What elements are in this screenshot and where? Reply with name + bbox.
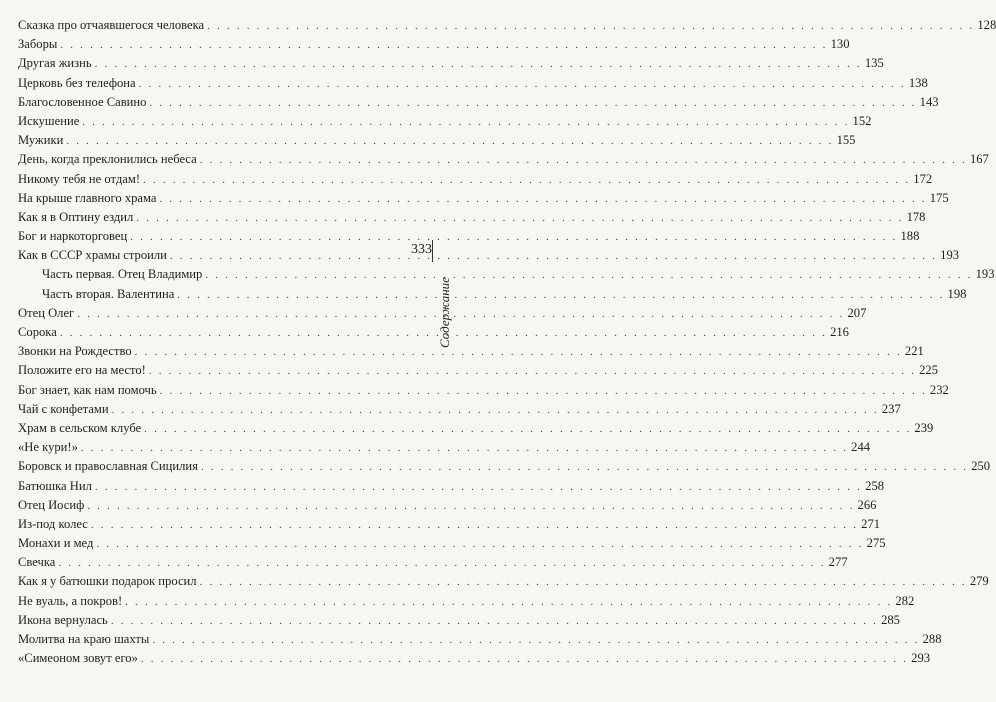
- toc-entry-page: 172: [913, 171, 933, 186]
- toc-entry-page: 237: [881, 401, 901, 416]
- toc-entry: [18, 592, 915, 611]
- dot-leader: [141, 650, 908, 669]
- toc-entry-page: 193: [975, 267, 995, 282]
- toc-entry-title: Как я в Оптину ездил: [18, 209, 134, 224]
- toc-entry: [18, 419, 934, 438]
- dot-leader: [125, 593, 892, 612]
- toc-entry-title: День, когда преклонились небеса: [18, 152, 197, 167]
- dot-leader: [87, 497, 854, 516]
- dot-leader: [91, 516, 858, 535]
- toc-entry-page: 258: [865, 478, 885, 493]
- page-number: 333: [411, 242, 432, 257]
- dot-leader: [149, 362, 916, 381]
- toc-entry-title: Монахи и мед: [18, 536, 94, 551]
- toc-entry-page: 244: [851, 440, 871, 455]
- toc-entry: [18, 74, 928, 93]
- toc-entry-title: Бог и наркоторговец: [18, 229, 128, 244]
- toc-entry: [18, 227, 920, 246]
- toc-entry: [18, 16, 996, 35]
- toc-entry-page: 250: [971, 459, 991, 474]
- toc-entry-title: Сказка про отчаявшегося человека: [18, 18, 205, 32]
- toc-entry-page: 175: [929, 190, 949, 205]
- toc-entry-page: 225: [919, 363, 938, 378]
- dot-leader: [111, 612, 878, 631]
- toc-entry-title: Бог знает, как нам помочь: [18, 382, 157, 397]
- toc-entry-page: 152: [852, 113, 872, 128]
- dot-leader: [66, 132, 833, 151]
- toc-entry-title: Положите его на место!: [18, 363, 146, 378]
- toc-entry: [18, 208, 926, 227]
- dot-leader: [160, 382, 927, 401]
- dot-leader: [152, 631, 919, 650]
- toc-entry: [18, 477, 885, 496]
- section-label: Содержание: [437, 277, 452, 348]
- dot-leader: [81, 439, 848, 458]
- dot-leader: [200, 573, 967, 592]
- toc-entry-page: 275: [866, 536, 886, 551]
- toc-entry-title: Как я у батюшки подарок просил: [18, 574, 197, 589]
- toc-entry-title: Отец Олег: [18, 305, 75, 320]
- toc-entry-title: Не вуаль, а покров!: [18, 593, 123, 608]
- toc-entry-title: Сорока: [18, 325, 57, 339]
- toc-entry-page: 198: [947, 286, 967, 301]
- toc-entry-title: Часть вторая. Валентина: [42, 286, 175, 301]
- toc-entry-page: 143: [919, 94, 939, 109]
- toc-entry: [18, 553, 848, 572]
- toc-entry: [18, 611, 900, 630]
- toc-entry-page: 178: [906, 209, 926, 224]
- toc-entry-page: 193: [940, 248, 960, 263]
- toc-entry-title: «Не кури!»: [18, 440, 78, 455]
- toc-entry: [18, 534, 886, 553]
- toc-entry: [18, 342, 924, 361]
- toc-entry-page: 130: [830, 37, 850, 52]
- toc-entry-page: 293: [911, 651, 931, 666]
- toc-entry-page: 282: [895, 593, 915, 608]
- toc-entry-title: Церковь без телефона: [18, 75, 136, 90]
- toc-entry: [18, 93, 939, 112]
- dot-leader: [60, 36, 827, 55]
- dot-leader: [135, 343, 902, 362]
- toc-entry-title: Как в СССР храмы строили: [18, 248, 167, 263]
- toc-entry-title: Мужики: [18, 133, 64, 148]
- toc-entry: [18, 131, 856, 150]
- toc-entry-title: «Симеоном зовут его»: [18, 651, 138, 666]
- toc-entry-page: 266: [857, 497, 877, 512]
- toc-entry-title: Батюшка Нил: [18, 478, 92, 493]
- toc-entry-page: 279: [969, 574, 989, 589]
- toc-entry-title: Заборы: [18, 37, 58, 52]
- toc-entry-page: 239: [914, 420, 934, 435]
- dot-leader: [144, 420, 911, 439]
- toc-entry: [18, 381, 949, 400]
- toc-entry-title: Молитва на краю шахты: [18, 632, 150, 646]
- dot-leader: [82, 113, 849, 132]
- toc-entry: [18, 54, 884, 73]
- toc-entry-page: 138: [908, 75, 928, 90]
- dot-leader: [200, 151, 967, 170]
- dot-leader: [205, 266, 972, 285]
- toc-entry: [18, 35, 850, 54]
- toc-entry-page: 207: [847, 305, 867, 320]
- toc-entry: [18, 112, 872, 131]
- toc-entry-page: 155: [836, 133, 856, 148]
- toc-entry-page: 288: [922, 632, 942, 646]
- toc-entry-page: 188: [900, 229, 920, 244]
- toc-entry: [18, 515, 881, 534]
- toc-entry-title: Искушение: [18, 113, 80, 128]
- toc-entry: [18, 457, 991, 476]
- toc-entry: [18, 572, 989, 591]
- dot-leader: [112, 401, 879, 420]
- toc-entry-page: 232: [929, 382, 949, 397]
- toc-entry-page: 135: [864, 56, 884, 71]
- dot-leader: [77, 305, 844, 324]
- toc-entry: [18, 265, 995, 284]
- toc-entry: [18, 630, 942, 649]
- dot-leader: [96, 535, 863, 554]
- toc-entry: [18, 323, 849, 342]
- toc-entry-title: Никому тебя не отдам!: [18, 171, 141, 186]
- toc-entry: [18, 361, 938, 380]
- dot-leader: [139, 75, 906, 94]
- toc-entry-page: 221: [904, 344, 924, 359]
- toc-entry-title: Отец Иосиф: [18, 497, 85, 512]
- toc-entry: [18, 285, 967, 304]
- toc-entry: [18, 189, 949, 208]
- dot-leader: [143, 171, 910, 190]
- toc-entry-title: Икона вернулась: [18, 612, 108, 627]
- toc-entry-page: 271: [861, 516, 881, 531]
- toc-entry: [18, 400, 901, 419]
- toc-entry: [18, 150, 989, 169]
- dot-leader: [170, 247, 937, 266]
- toc-entry-page: 128: [977, 18, 996, 32]
- toc-entry-page: 216: [830, 325, 849, 339]
- margin-rule: [432, 240, 433, 262]
- dot-leader: [136, 209, 903, 228]
- toc-entry-title: Из-под колес: [18, 516, 88, 531]
- toc-entry: [18, 438, 871, 457]
- toc-entry: [18, 496, 877, 515]
- toc-entry-title: Свечка: [18, 555, 56, 570]
- toc-entry-title: Другая жизнь: [18, 56, 92, 71]
- toc-entry-page: 277: [828, 555, 848, 570]
- toc-entry-title: Боровск и православная Сицилия: [18, 459, 198, 474]
- toc-entry-page: 285: [881, 612, 900, 627]
- dot-leader: [149, 94, 916, 113]
- toc-entry-page: 167: [969, 152, 989, 167]
- toc-entry-title: Благословенное Савино: [18, 94, 147, 109]
- dot-leader: [177, 286, 944, 305]
- toc-entry: [18, 170, 933, 189]
- toc-entry: [18, 304, 867, 323]
- dot-leader: [95, 478, 862, 497]
- toc-entry-title: Чай с конфетами: [18, 401, 109, 416]
- dot-leader: [159, 190, 926, 209]
- dot-leader: [95, 55, 862, 74]
- toc-entry-title: Часть первая. Отец Владимир: [42, 267, 203, 282]
- toc-entry: [18, 649, 931, 668]
- dot-leader: [207, 17, 974, 36]
- dot-leader: [58, 554, 825, 573]
- toc-entry-title: Звонки на Рождество: [18, 344, 132, 359]
- dot-leader: [201, 458, 968, 477]
- toc-entry-title: На крыше главного храма: [18, 190, 157, 205]
- dot-leader: [130, 228, 897, 247]
- toc-entry-title: Храм в сельском клубе: [18, 420, 142, 435]
